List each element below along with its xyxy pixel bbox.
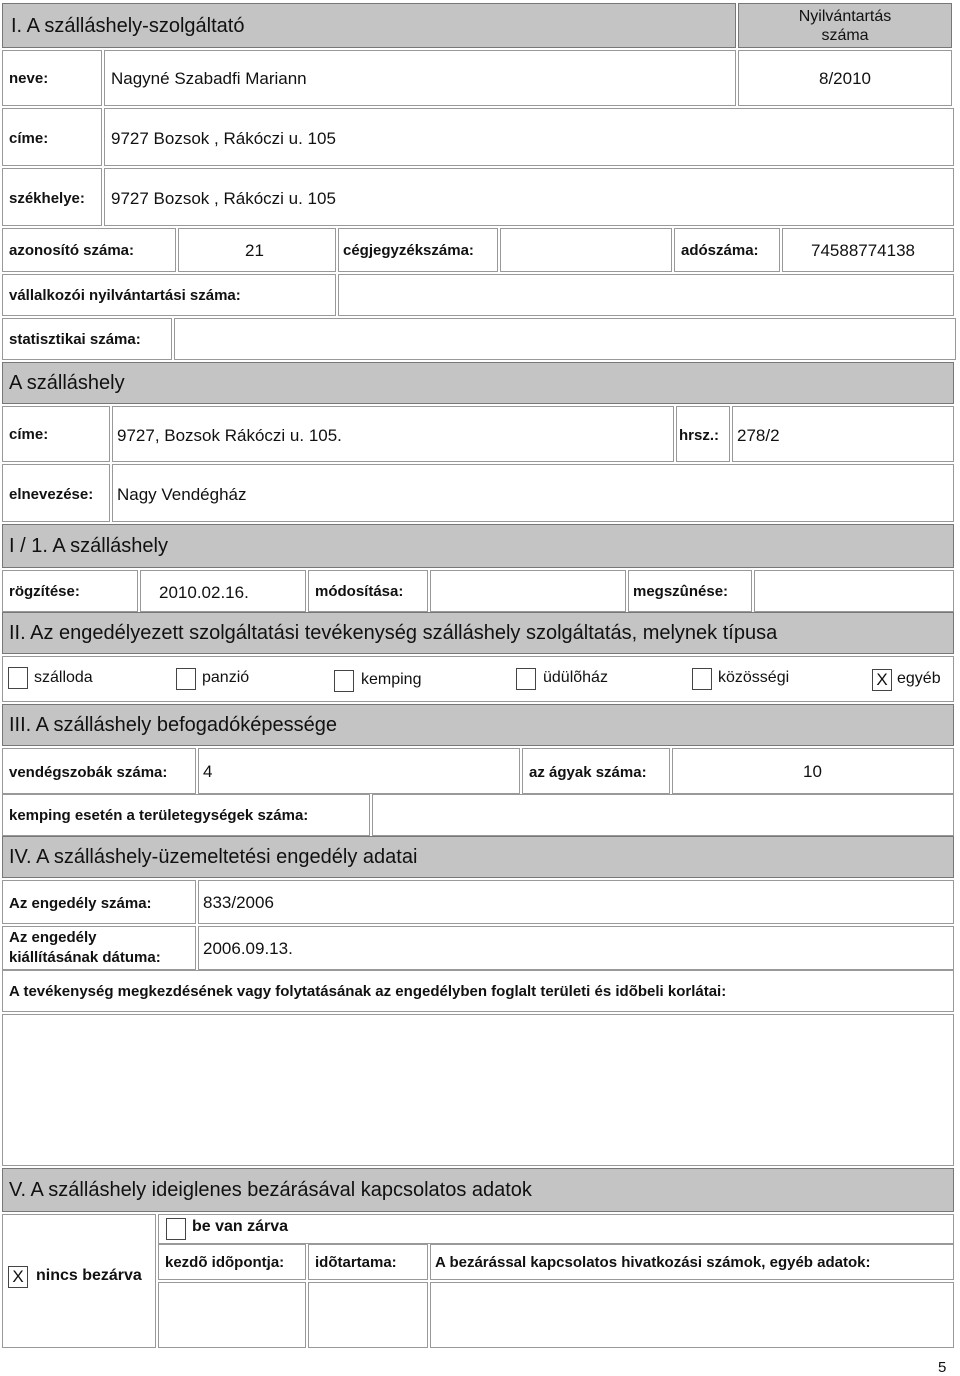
registration-title: I / 1. A szálláshely bbox=[9, 535, 168, 557]
permit-number-value-cell bbox=[198, 880, 954, 924]
duration-label: idõtartama: bbox=[315, 1254, 397, 1271]
limits-value-cell bbox=[2, 1014, 954, 1166]
udulohaz-checkbox[interactable] bbox=[516, 668, 536, 690]
entrepreneur-label: vállalkozói nyilvántartási száma: bbox=[9, 287, 241, 304]
name-label-cell bbox=[2, 50, 102, 106]
modified-label-cell bbox=[308, 570, 428, 612]
ended-label: megszûnése: bbox=[633, 583, 729, 600]
camp-label: kemping esetén a területegységek száma: bbox=[9, 807, 309, 824]
stat-value-cell bbox=[174, 318, 956, 360]
seat-value-cell bbox=[104, 168, 954, 226]
name-value-cell bbox=[104, 50, 736, 106]
stat-label: statisztikai száma: bbox=[9, 331, 141, 348]
types-title: II. Az engedélyezett szolgáltatási tevékenység szálláshely szolgáltatás, melynek típusa bbox=[9, 622, 778, 644]
permit-date-label-cell bbox=[2, 926, 196, 970]
id-label-cell bbox=[2, 228, 176, 272]
tax-label-cell bbox=[674, 228, 780, 272]
address-label: címe: bbox=[9, 130, 49, 147]
accommodation-title: A szálláshely bbox=[9, 372, 125, 394]
recorded-value-cell bbox=[140, 570, 306, 612]
seat-label: székhelye: bbox=[9, 190, 85, 207]
rooms-value-cell bbox=[198, 748, 520, 794]
beds-label: az ágyak száma: bbox=[529, 764, 647, 781]
hrsz-label-cell bbox=[676, 406, 730, 462]
duration-value-cell bbox=[308, 1282, 428, 1348]
permit-number-label-cell bbox=[2, 880, 196, 924]
refs-label-cell bbox=[430, 1244, 954, 1280]
not-closed-checkbox[interactable]: X bbox=[8, 1266, 28, 1288]
udulohaz-label: üdülõház bbox=[543, 669, 608, 686]
types-header bbox=[2, 612, 954, 654]
start-label-cell bbox=[158, 1244, 306, 1280]
name-label: neve: bbox=[9, 70, 49, 87]
seat-label-cell bbox=[2, 168, 102, 226]
types-row bbox=[2, 656, 954, 702]
registry-number: 8/2010 bbox=[819, 69, 871, 88]
permit-title: IV. A szálláshely-üzemeltetési engedély adatai bbox=[9, 846, 418, 868]
capacity-header bbox=[2, 704, 954, 746]
ended-value-cell bbox=[754, 570, 954, 612]
closure-header bbox=[2, 1168, 954, 1212]
registration-header bbox=[2, 524, 954, 568]
duration-label-cell bbox=[308, 1244, 428, 1280]
section-1-header bbox=[2, 3, 736, 48]
registry-header-label: Nyilvántartás száma bbox=[798, 8, 892, 44]
egyeb-label: egyéb bbox=[897, 670, 941, 687]
permit-date-value-cell bbox=[198, 926, 954, 970]
acc-address: 9727, Bozsok Rákóczi u. 105. bbox=[117, 426, 342, 445]
company-reg-label: cégjegyzékszáma: bbox=[343, 242, 474, 259]
kozossegi-label: közösségi bbox=[718, 669, 790, 686]
egyeb-checkbox[interactable]: X bbox=[872, 669, 892, 691]
tax-value-cell bbox=[782, 228, 954, 272]
beds-label-cell bbox=[522, 748, 670, 794]
panzio-checkbox[interactable] bbox=[176, 668, 196, 690]
start-value-cell bbox=[158, 1282, 306, 1348]
rooms-label: vendégszobák száma: bbox=[9, 764, 168, 781]
rooms-count: 4 bbox=[203, 762, 213, 781]
rooms-label-cell bbox=[2, 748, 196, 794]
address-value-cell bbox=[104, 108, 954, 166]
hrsz-value-cell bbox=[732, 406, 954, 462]
camp-value-cell bbox=[372, 794, 954, 836]
provider-name: Nagyné Szabadfi Mariann bbox=[111, 69, 307, 88]
registry-header bbox=[738, 3, 952, 48]
kozossegi-checkbox[interactable] bbox=[692, 668, 712, 690]
limits-label: A tevékenység megkezdésének vagy folytatásának az engedélyben foglalt területi és idõbeli korlátai: bbox=[9, 983, 727, 1000]
acc-address-label-cell bbox=[2, 406, 110, 462]
permit-date: 2006.09.13. bbox=[203, 939, 293, 958]
capacity-title: III. A szálláshely befogadóképessége bbox=[9, 714, 338, 736]
acc-name-value-cell bbox=[112, 464, 954, 522]
beds-value-cell bbox=[672, 748, 954, 794]
recorded-date: 2010.02.16. bbox=[159, 583, 249, 602]
tax-label: adószáma: bbox=[681, 242, 759, 259]
provider-address: 9727 Bozsok , Rákóczi u. 105 bbox=[111, 129, 336, 148]
permit-date-label-2: kiállításának dátuma: bbox=[9, 949, 161, 966]
company-reg-value-cell bbox=[500, 228, 672, 272]
refs-value-cell bbox=[430, 1282, 954, 1348]
address-label-cell bbox=[2, 108, 102, 166]
page-number: 5 bbox=[938, 1359, 947, 1376]
company-reg-label-cell bbox=[338, 228, 498, 272]
recorded-label: rögzítése: bbox=[9, 583, 80, 600]
entrepreneur-label-cell bbox=[2, 274, 336, 316]
modified-label: módosítása: bbox=[315, 583, 404, 600]
permit-date-label-1: Az engedély bbox=[9, 929, 97, 946]
hrsz-label: hrsz.: bbox=[679, 427, 720, 444]
stat-label-cell bbox=[2, 318, 172, 360]
permit-number: 833/2006 bbox=[203, 893, 274, 912]
acc-name: Nagy Vendégház bbox=[117, 485, 247, 504]
id-value-cell bbox=[178, 228, 336, 272]
szalloda-label: szálloda bbox=[34, 669, 93, 686]
registry-value-cell bbox=[738, 50, 952, 106]
accommodation-header bbox=[2, 362, 954, 404]
section-1-title: I. A szálláshely-szolgáltató bbox=[11, 15, 245, 37]
szalloda-checkbox[interactable] bbox=[8, 667, 28, 689]
entrepreneur-value-cell bbox=[338, 274, 954, 316]
start-label: kezdõ idõpontja: bbox=[165, 1254, 285, 1271]
closed-checkbox[interactable] bbox=[166, 1218, 186, 1240]
refs-label: A bezárással kapcsolatos hivatkozási számok, egyéb adatok: bbox=[435, 1254, 871, 1271]
beds-count: 10 bbox=[803, 762, 822, 781]
id-label: azonosító száma: bbox=[9, 242, 135, 259]
acc-name-label: elnevezése: bbox=[9, 486, 94, 503]
provider-id: 21 bbox=[245, 241, 264, 260]
ended-label-cell bbox=[628, 570, 752, 612]
acc-name-label-cell bbox=[2, 464, 110, 522]
permit-header bbox=[2, 836, 954, 878]
permit-number-label: Az engedély száma: bbox=[9, 895, 152, 912]
panzio-label: panzió bbox=[202, 669, 250, 686]
tax-number: 74588774138 bbox=[811, 241, 916, 260]
recorded-label-cell bbox=[2, 570, 138, 612]
camp-label-cell bbox=[2, 794, 370, 836]
provider-seat: 9727 Bozsok , Rákóczi u. 105 bbox=[111, 189, 336, 208]
acc-address-value-cell bbox=[112, 406, 674, 462]
acc-address-label: címe: bbox=[9, 426, 49, 443]
modified-value-cell bbox=[430, 570, 626, 612]
closed-label: be van zárva bbox=[192, 1218, 289, 1235]
not-closed-label: nincs bezárva bbox=[36, 1267, 142, 1284]
hrsz: 278/2 bbox=[737, 426, 780, 445]
kemping-checkbox[interactable] bbox=[334, 670, 354, 692]
kemping-label: kemping bbox=[361, 671, 422, 688]
closure-title: V. A szálláshely ideiglenes bezárásával kapcsolatos adatok bbox=[9, 1179, 532, 1201]
limits-label-cell bbox=[2, 970, 954, 1012]
